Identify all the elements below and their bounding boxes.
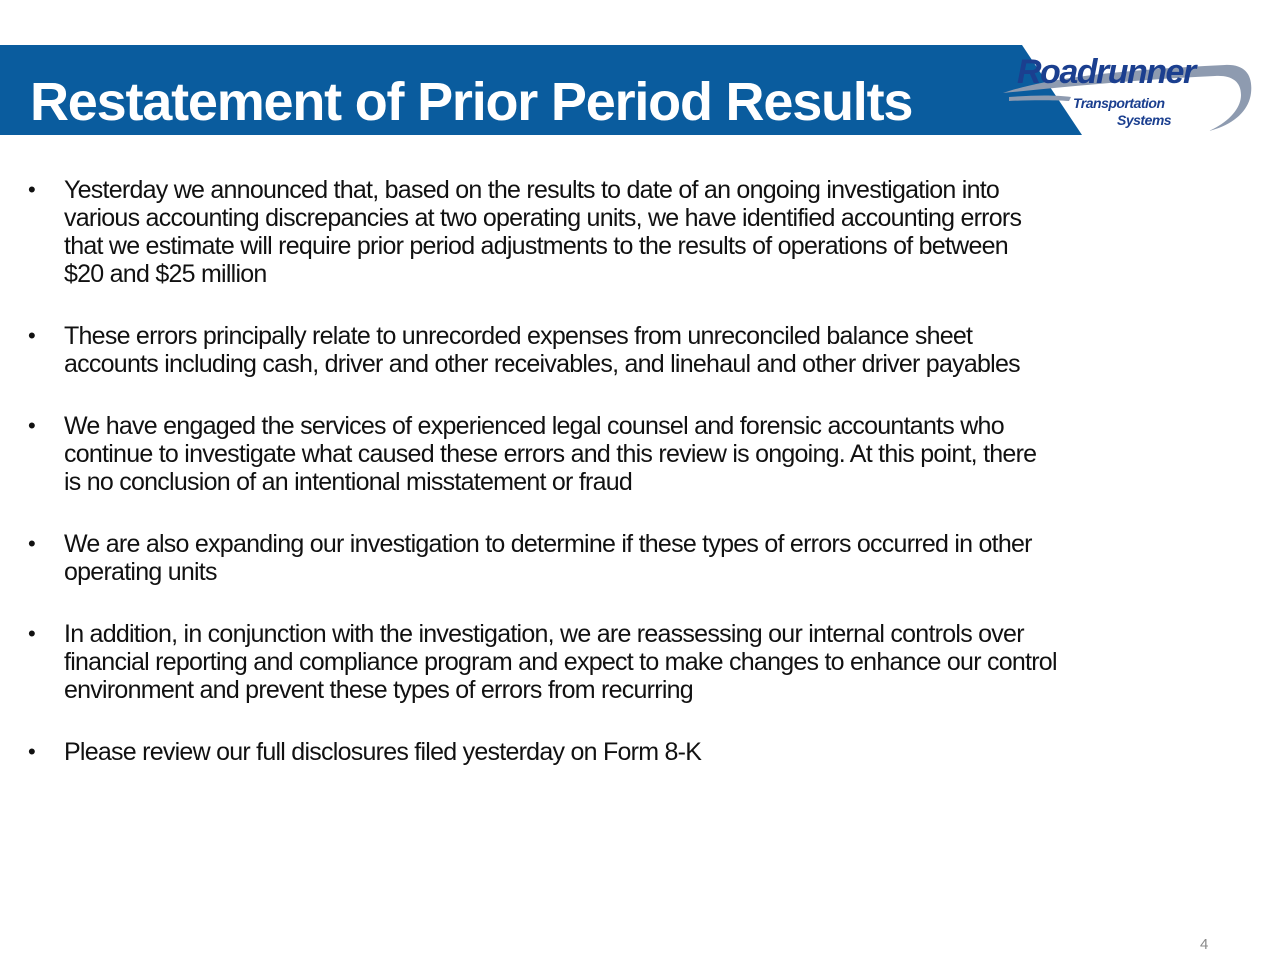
bullet-line: that we estimate will require prior period adjustments to the results of operations of between (64, 232, 1008, 260)
bullet-item (28, 322, 1258, 378)
bullet-line: In addition, in conjunction with the investigation, we are reassessing our internal controls over (64, 620, 1024, 648)
bullet-list (28, 176, 1258, 800)
bullet-item (28, 176, 1258, 288)
logo-wordmark: Roadrunner (1017, 53, 1195, 91)
page-number: 4 (1200, 936, 1209, 953)
bullet-dot-icon: • (28, 621, 35, 646)
bullet-line: accounts including cash, driver and other receivables, and linehaul and other driver payables (64, 350, 1020, 378)
slide-title: Restatement of Prior Period Results (30, 72, 913, 132)
bullet-dot-icon: • (28, 323, 35, 348)
bullet-dot-icon: • (28, 177, 35, 202)
bullet-line: financial reporting and compliance program and expect to make changes to enhance our control (64, 648, 1057, 676)
bullet-item (28, 412, 1258, 496)
bullet-line: Please review our full disclosures filed yesterday on Form 8-K (64, 738, 702, 766)
bullet-line: We are also expanding our investigation to determine if these types of errors occurred in other (64, 530, 1032, 558)
bullet-line: various accounting discrepancies at two operating units, we have identified accounting errors (64, 204, 1022, 232)
bullet-line: We have engaged the services of experienced legal counsel and forensic accountants who (64, 412, 1004, 440)
bullet-line: operating units (64, 558, 217, 586)
bullet-line: $20 and $25 million (64, 260, 267, 288)
bullet-dot-icon: • (28, 531, 35, 556)
roadrunner-logo (995, 45, 1257, 137)
bullet-line: environment and prevent these types of errors from recurring (64, 676, 693, 704)
bullet-line: is no conclusion of an intentional misstatement or fraud (64, 468, 633, 496)
bullet-dot-icon: • (28, 739, 35, 764)
bullet-dot-icon: • (28, 413, 35, 438)
bullet-line: These errors principally relate to unrecorded expenses from unreconciled balance sheet (64, 322, 973, 350)
bullet-item (28, 738, 1258, 766)
bullet-line: continue to investigate what caused these errors and this review is ongoing. At this point, there (64, 440, 1037, 468)
logo-subtitle-transportation: Transportation (1073, 95, 1165, 111)
bullet-line: Yesterday we announced that, based on the results to date of an ongoing investigation into (64, 176, 1000, 204)
logo-subtitle-systems: Systems (1117, 112, 1172, 128)
bullet-item (28, 620, 1258, 704)
bullet-item (28, 530, 1258, 586)
